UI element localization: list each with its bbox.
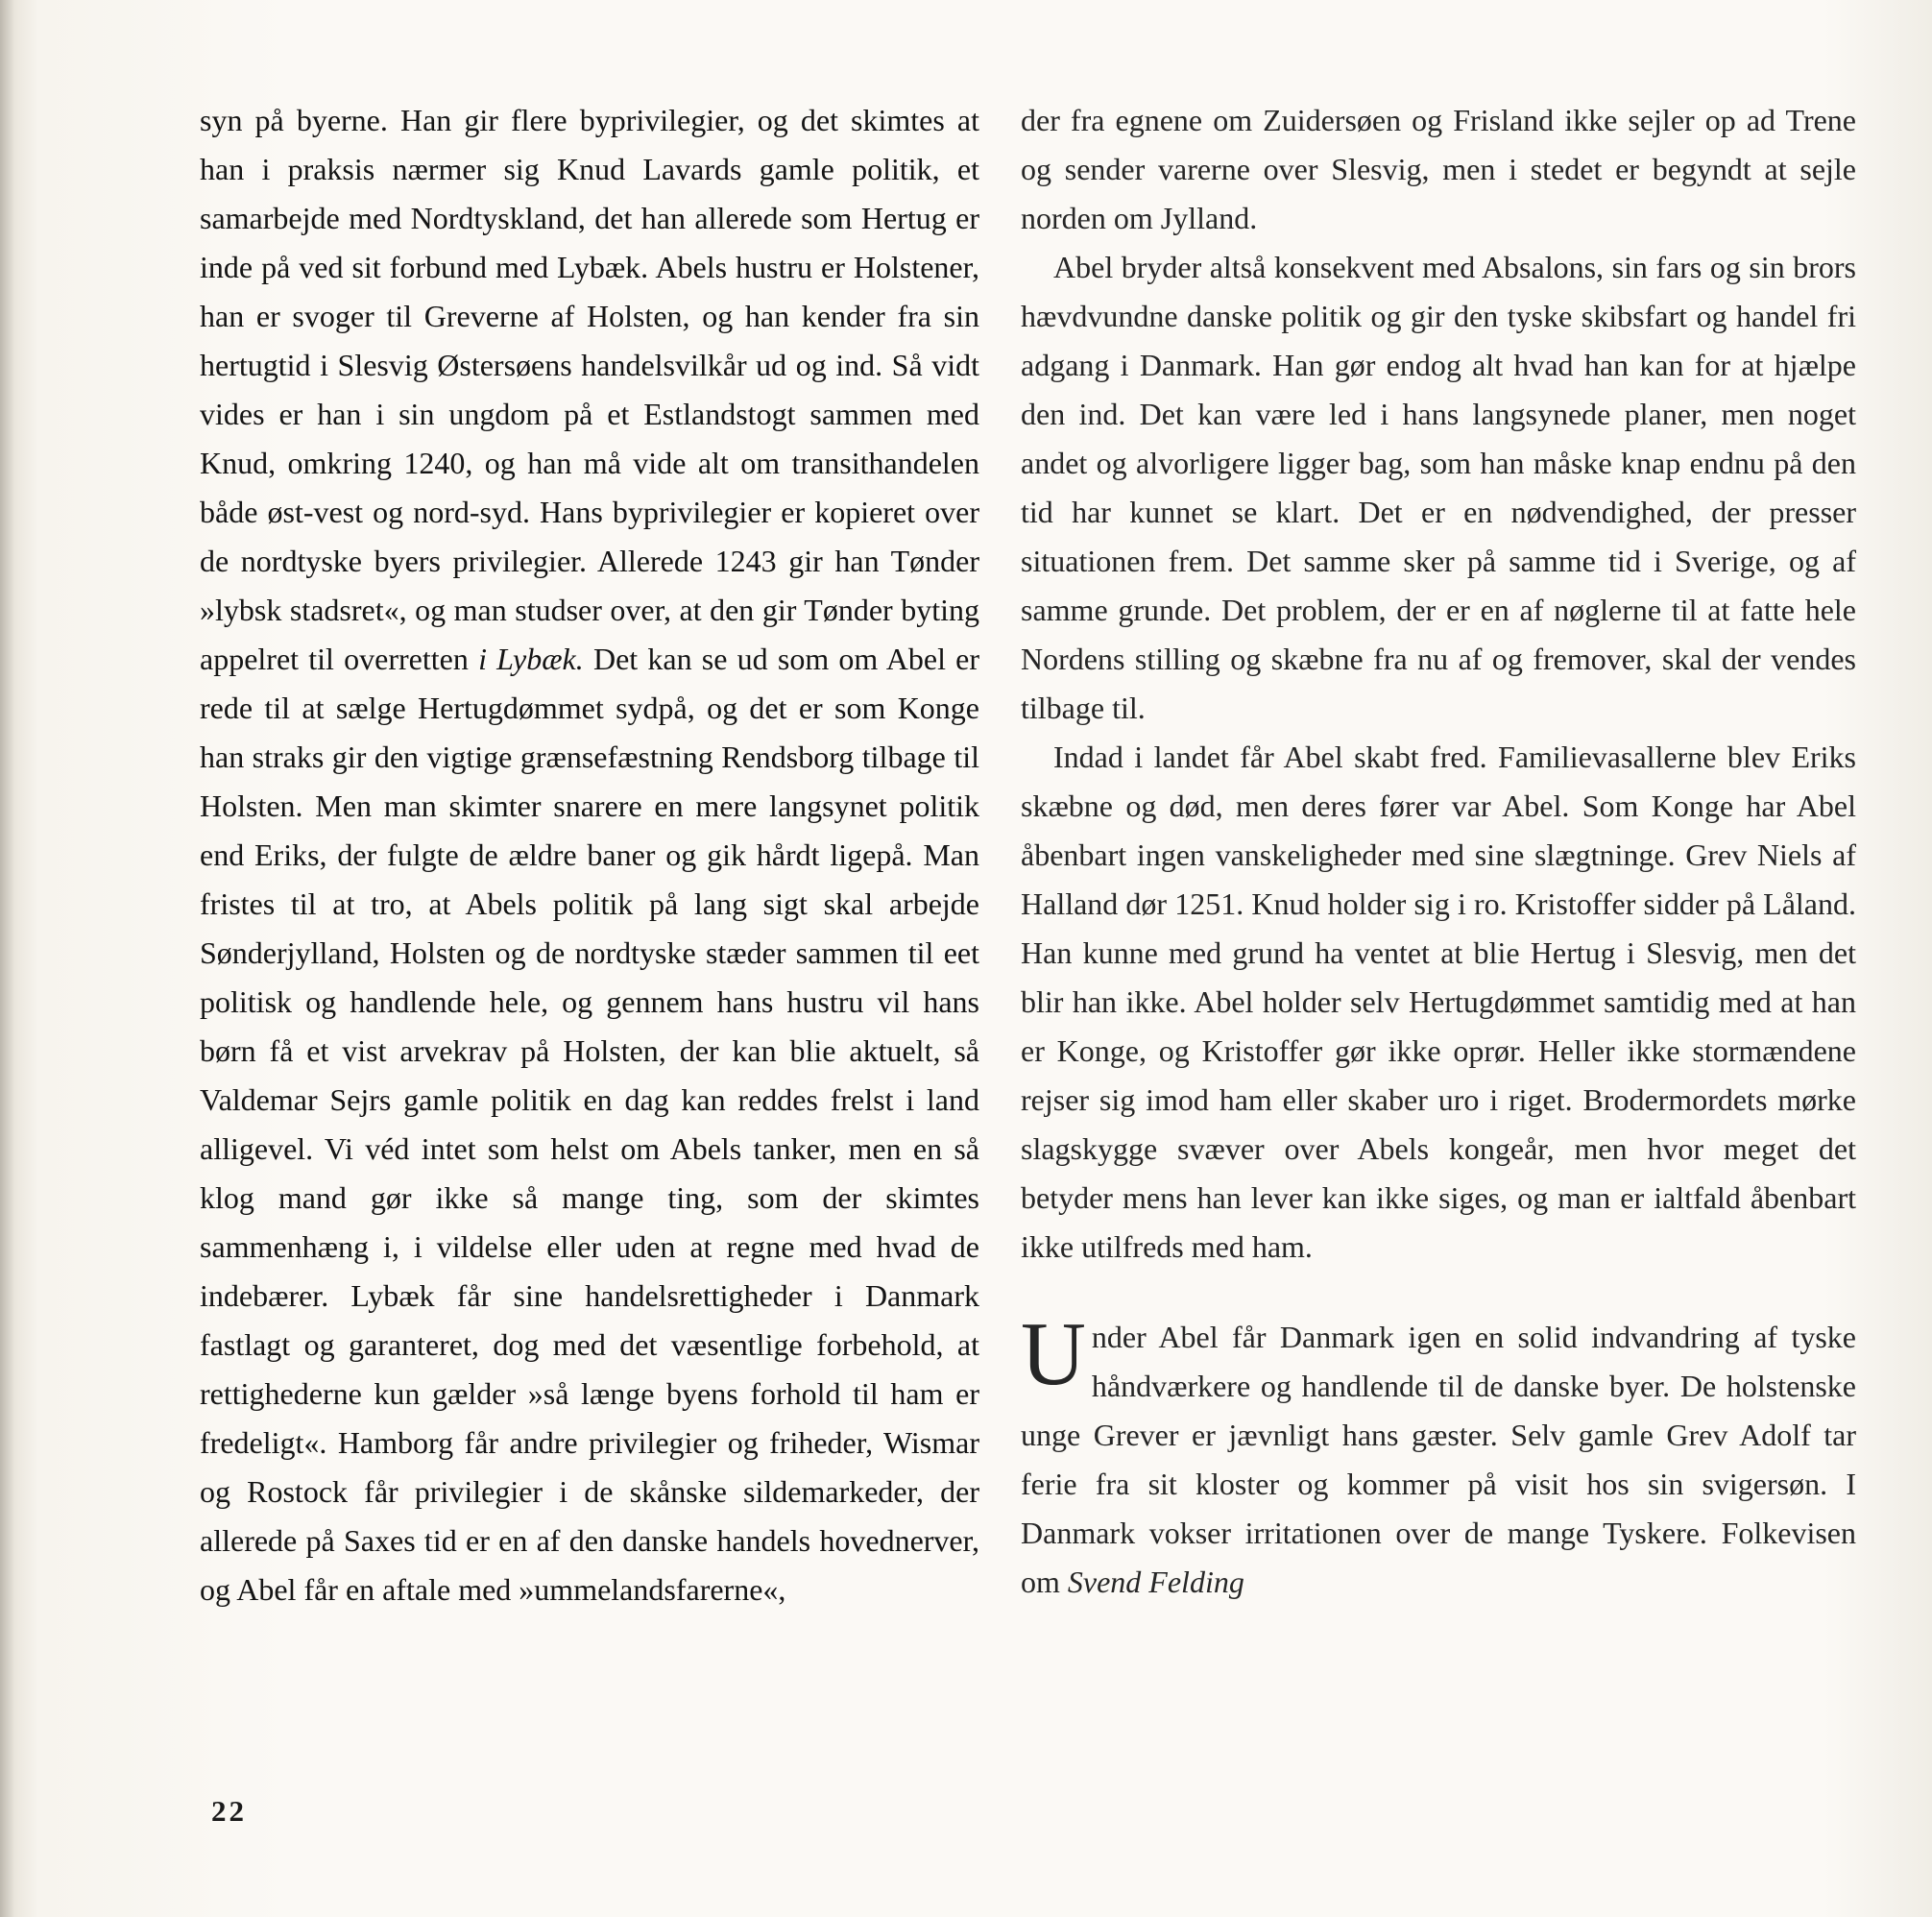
right-paragraph-3: Indad i landet får Abel skabt fred. Familievasallerne blev Eriks skæbne og død, men deres fører var Abel. Som Konge har Abel åbenbart ingen vanskeligheder med sine slægtninge. Grev Niels af Halland dør 1251. Knud holder sig i ro. Kristoffer sidder på Låland. Han kunne med grund ha ventet at blie Hertug i Slesvig, men det blir han ikke. Abel holder selv Hertugdømmet samtidig med at han er Konge, og Kristoffer gør ikke oprør. Heller ikke stormændene rejser sig imod ham eller skaber uro i riget. Brodermordets mørke slagskygge svæver over Abels kongeår, men hvor meget det betyder mens han lever kan ikke siges, og man er ialtfald åbenbart ikke utilfreds med ham.	[1021, 740, 1856, 1264]
left-text-after-italic: Det kan se ud som om Abel er rede til at sælge Hertugdømmet sydpå, og det er som Konge han straks gir den vigtige grænsefæstning Rendsborg tilbage til Holsten. Men man skimter snarere en mere langsynet politik end Eriks, der fulgte de ældre baner og gik hårdt ligepå. Man fristes til at tro, at Abels politik på lang sigt skal arbejde Sønderjylland, Holsten og de nordtyske stæder sammen til eet politisk og handlende hele, og gennem hans hustru vil hans børn få et vist arvekrav på Holsten, der kan blie aktuelt, så Valdemar Sejrs gamle politik en dag kan reddes frelst i land alligevel. Vi véd intet som helst om Abels tanker, men en så klog mand gør ikke så mange ting, som der skimtes sammenhæng i, i vildelse eller uden at regne med hvad de indebærer. Lybæk får sine handelsrettigheder i Danmark fastlagt og garanteret, dog med det væsentlige forbehold, at rettighederne kun gælder »så længe byens forhold til ham er fredeligt«. Hamborg får andre privilegier og friheder, Wismar og Rostock får privilegier i de skånske sildemarkeder, der allerede på Saxes tid er en af den danske handels hovednerver, og Abel får en aftale med »ummelandsfarerne«,	[200, 642, 980, 1607]
right-italic-text: Svend Felding	[1067, 1565, 1244, 1599]
left-column	[200, 96, 979, 1614]
right-paragraph-4-text: nder Abel får Danmark igen en solid indvandring af tyske håndværkere og handlende til de danske byer. De holstenske unge Grever er jævnligt hans gæster. Selv gamle Grev Adolf tar ferie fra sit kloster og kommer på visit hos sin svigersøn. I Danmark vokser irritationen over de mange Tyskere. Folkevisen om	[1021, 1320, 1856, 1599]
left-text-before-italic: syn på byerne. Han gir flere byprivilegier, og det skimtes at han i praksis nærmer sig Knud Lavards gamle politik, et samarbejde med Nordtyskland, det han allerede som Hertug er inde på ved sit forbund med Lybæk. Abels hustru er Holstener, han er svoger til Greverne af Holsten, og han kender fra sin hertugtid i Slesvig Østersøens handelsvilkår ud og ind. Så vidt vides er han i sin ungdom på et Estlandstogt sammen med Knud, omkring 1240, og han må vide alt om transithandelen både øst-vest og nord-syd. Hans byprivilegier er kopieret over de nordtyske byers privilegier. Allerede 1243 gir han Tønder »lybsk stadsret«, og man studser over, at den gir Tønder byting appelret til overretten	[200, 103, 979, 676]
right-paragraph-2: Abel bryder altså konsekvent med Absalons, sin fars og sin brors hævdvundne danske politik og gir den tyske skibsfart og handel fri adgang i Danmark. Han gør endog alt hvad han kan for at hjælpe den ind. Det kan være led i hans langsynede planer, men noget andet og alvorligere ligger bag, som han måske knap endnu på den tid har kunnet se klart. Det er en nødvendighed, der presser situationen frem. Det samme sker på samme tid i Sverige, og af samme grunde. Det problem, der er en af nøglerne til at fatte hele Nordens stilling og skæbne fra nu af og fremover, skal der vendes tilbage til.	[1021, 250, 1856, 725]
drop-cap: U	[1021, 1304, 1086, 1404]
left-italic-text: i Lybæk.	[478, 642, 584, 676]
right-column	[1021, 96, 1856, 1607]
page-number: 22	[211, 1794, 247, 1828]
right-paragraph-4	[1021, 1304, 1856, 1607]
book-binding-edge	[0, 0, 13, 1917]
left-column-paragraph	[200, 96, 979, 1614]
right-paragraph-1: der fra egnene om Zuidersøen og Frisland ikke sejler op ad Trene og sender varerne over Slesvig, men i stedet er begyndt at sejle norden om Jylland.	[1021, 103, 1856, 235]
section-gap	[1021, 1272, 1856, 1313]
